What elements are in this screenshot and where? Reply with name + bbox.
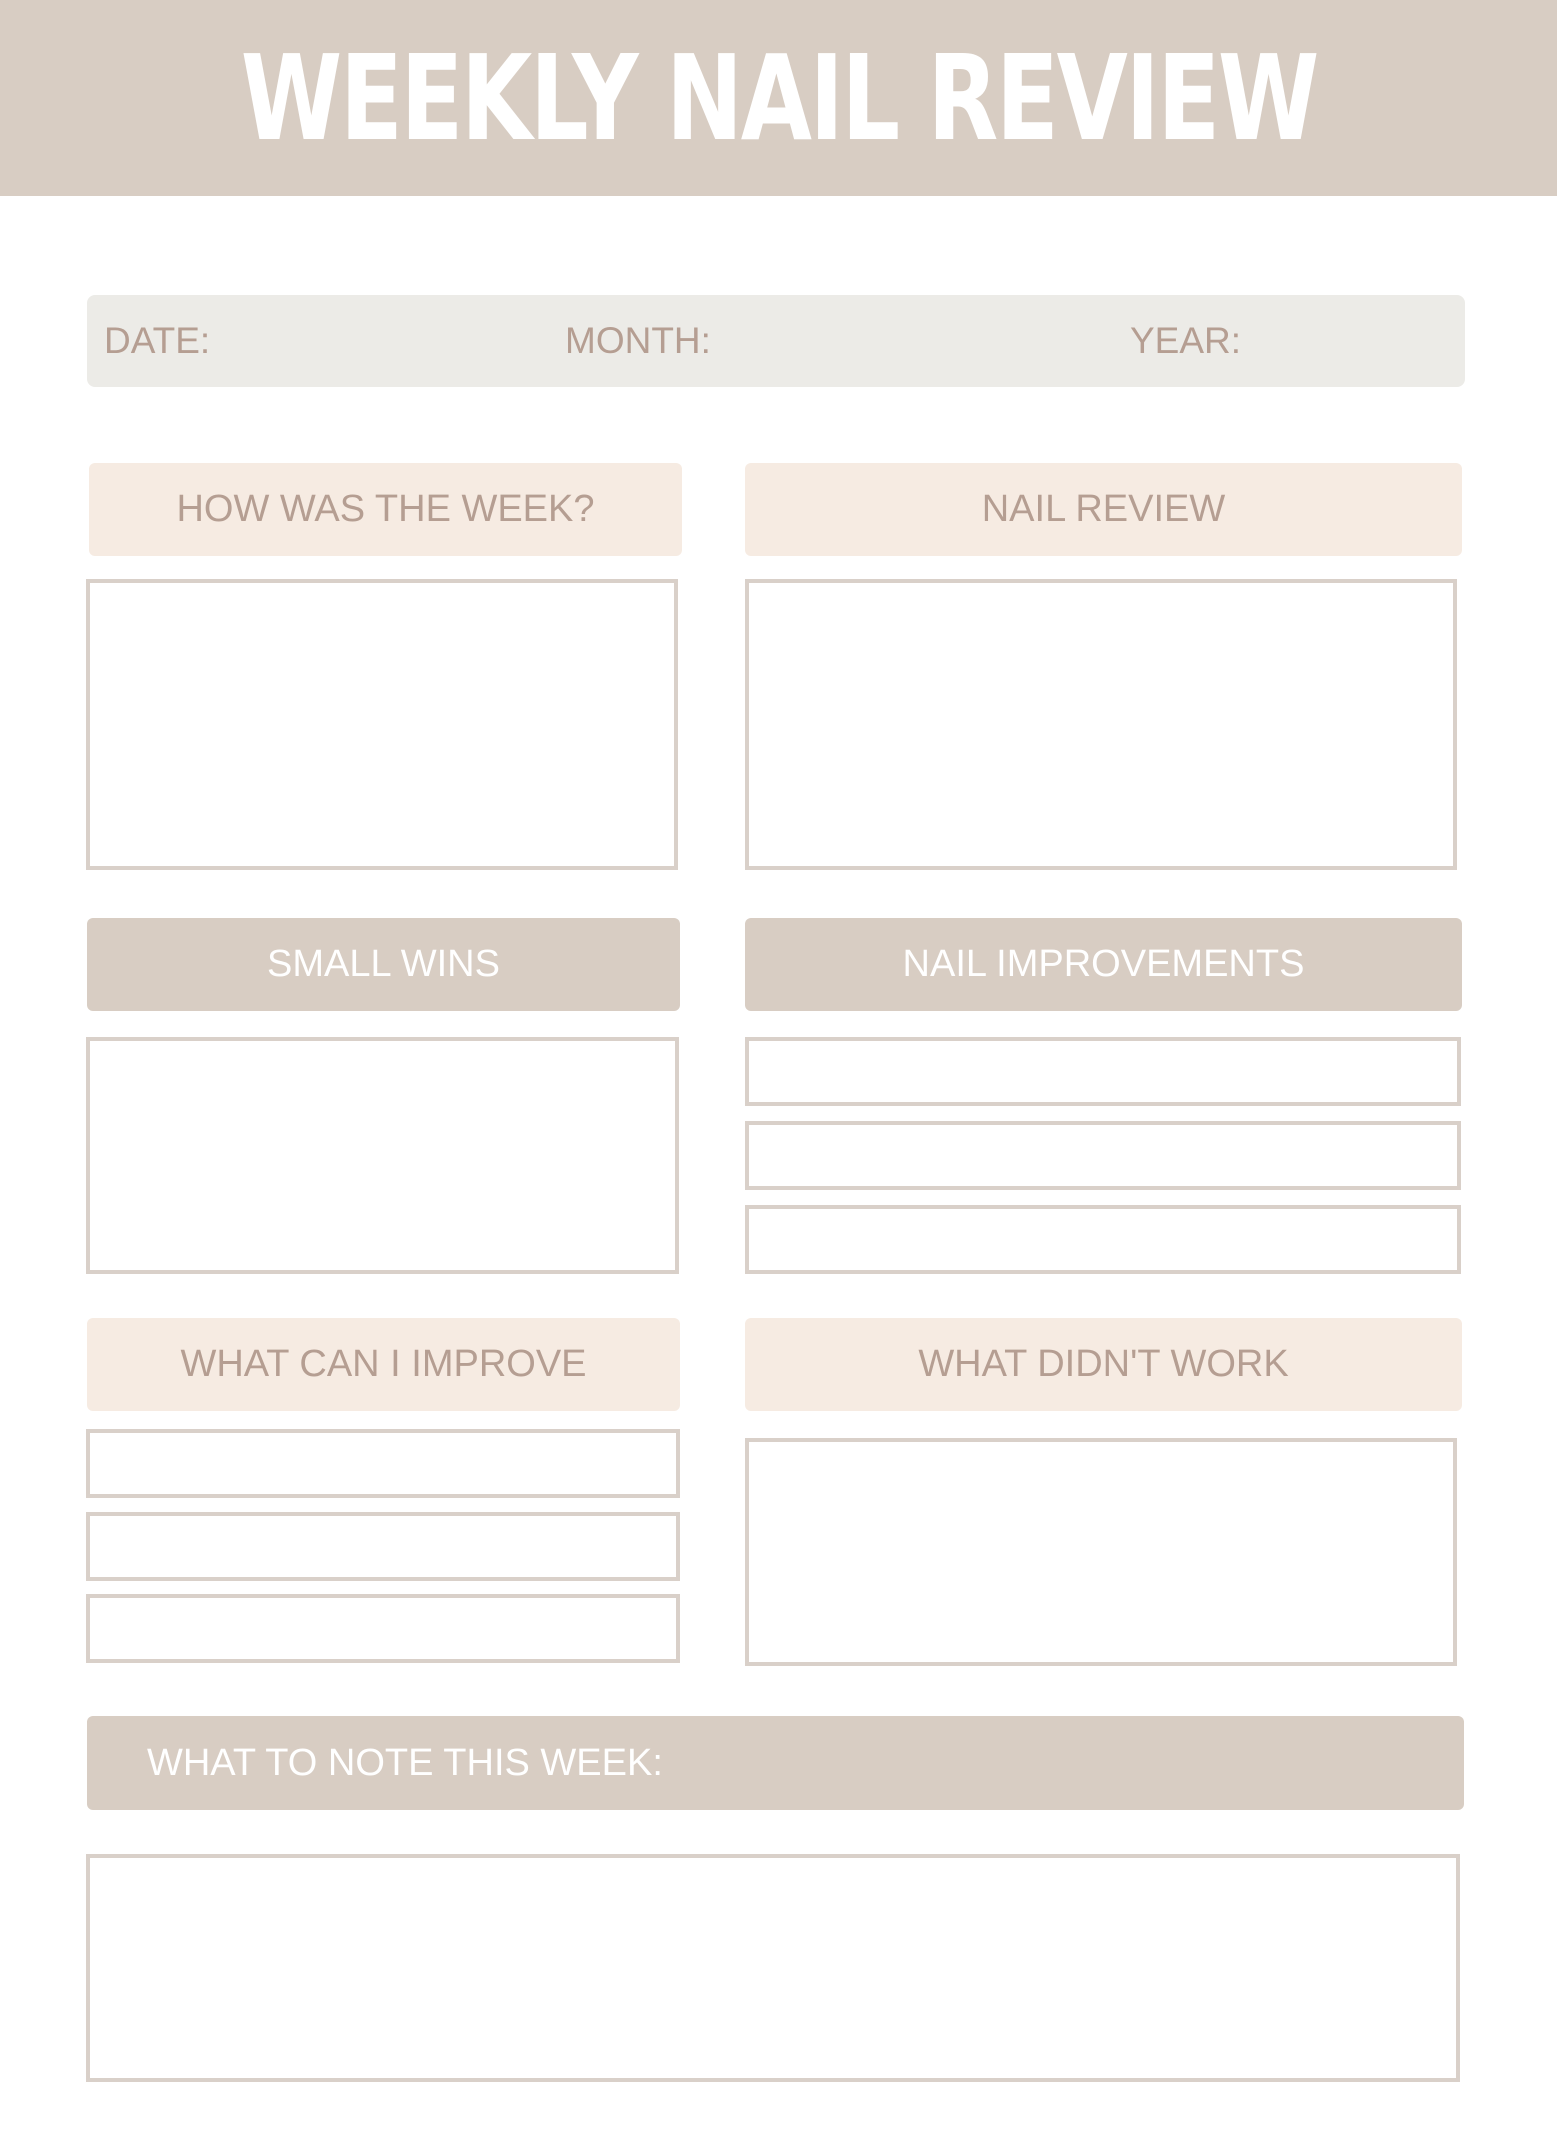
heading-nail-improvements: NAIL IMPROVEMENTS [745, 918, 1462, 1011]
what-can-i-improve-line-3[interactable] [86, 1594, 680, 1663]
heading-small-wins: SMALL WINS [87, 918, 680, 1011]
how-was-the-week-box[interactable] [86, 579, 678, 870]
heading-nail-review: NAIL REVIEW [745, 463, 1462, 556]
header-band [0, 0, 1557, 196]
year-label: YEAR: [1130, 320, 1242, 361]
nail-improvements-line-3[interactable] [745, 1205, 1461, 1274]
nail-improvements-line-1[interactable] [745, 1037, 1461, 1106]
nail-improvements-line-2[interactable] [745, 1121, 1461, 1190]
what-can-i-improve-line-2[interactable] [86, 1512, 680, 1581]
heading-what-can-i-improve: WHAT CAN I IMPROVE [87, 1318, 680, 1411]
what-can-i-improve-line-1[interactable] [86, 1429, 680, 1498]
what-didnt-work-box[interactable] [745, 1438, 1457, 1666]
small-wins-box[interactable] [86, 1037, 679, 1274]
heading-what-didnt-work: WHAT DIDN'T WORK [745, 1318, 1462, 1411]
date-bar [87, 295, 1465, 387]
heading-what-to-note: WHAT TO NOTE THIS WEEK: [87, 1716, 1464, 1810]
date-label: DATE: [104, 320, 211, 361]
month-label: MONTH: [565, 320, 711, 361]
nail-review-box[interactable] [745, 579, 1457, 870]
heading-how-was-the-week: HOW WAS THE WEEK? [89, 463, 682, 556]
page-title: WEEKLY NAIL REVIEW [240, 29, 1317, 167]
what-to-note-box[interactable] [86, 1854, 1460, 2082]
